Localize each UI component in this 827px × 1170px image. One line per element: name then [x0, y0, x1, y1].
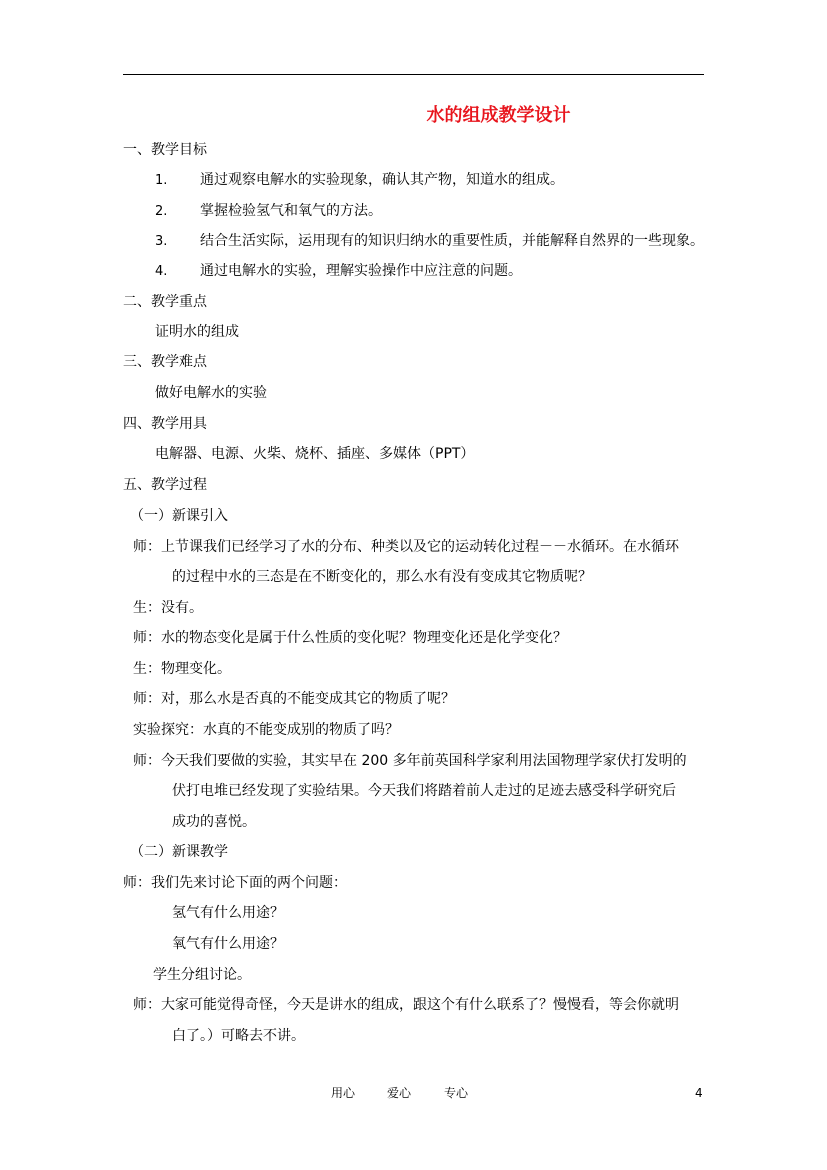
section-heading-key-points: 二、教学重点 [123, 294, 207, 310]
footer-motto: 专心 [444, 1086, 469, 1100]
dialog-line: 师：上节课我们已经学习了水的分布、种类以及它的运动转化过程－－水循环。在水循环 [133, 539, 679, 555]
objective-text: 结合生活实际，运用现有的知识归纳水的重要性质，并能解释自然界的一些现象。 [200, 233, 704, 249]
question-line: 氧气有什么用途？ [172, 936, 284, 952]
key-points-text: 证明水的组成 [155, 324, 239, 340]
dialog-line: 师：我们先来讨论下面的两个问题： [123, 875, 347, 891]
subsection-heading-intro: （一）新课引入 [130, 508, 228, 524]
dialog-line: 成功的喜悦。 [172, 814, 256, 830]
dialog-line: 师：大家可能觉得奇怪，今天是讲水的组成，跟这个有什么联系了？慢慢看，等会你就明 [133, 997, 679, 1013]
footer-motto: 爱心 [387, 1086, 412, 1100]
section-heading-tools: 四、教学用具 [123, 416, 207, 432]
objective-number: 1. [155, 173, 168, 188]
dialog-line: 白了。）可略去不讲。 [172, 1028, 305, 1044]
page-number: 4 [695, 1086, 703, 1100]
discussion-line: 学生分组讨论。 [153, 967, 251, 983]
question-line: 氢气有什么用途？ [172, 905, 284, 921]
dialog-line: 师：对，那么水是否真的不能变成其它的物质了呢？ [133, 691, 455, 707]
dialog-line: 实验探究：水真的不能变成别的物质了吗？ [133, 722, 399, 738]
dialog-line: 伏打电堆已经发现了实验结果。今天我们将踏着前人走过的足迹去感受科学研究后 [172, 783, 676, 799]
page-title: 水的组成教学设计 [426, 105, 571, 126]
difficulties-text: 做好电解水的实验 [155, 385, 267, 401]
dialog-line: 的过程中水的三态是在不断变化的，那么水有没有变成其它物质呢？ [172, 569, 592, 585]
objective-text: 掌握检验氢气和氧气的方法。 [200, 203, 382, 219]
objective-number: 2. [155, 204, 168, 219]
section-heading-process: 五、教学过程 [123, 477, 207, 493]
objective-text: 通过观察电解水的实验现象，确认其产物，知道水的组成。 [200, 172, 564, 188]
dialog-line: 生：物理变化。 [133, 661, 231, 677]
footer-motto: 用心 [331, 1086, 356, 1100]
tools-text: 电解器、电源、火柴、烧杯、插座、多媒体（PPT） [155, 446, 475, 462]
objective-number: 4. [155, 264, 168, 279]
section-heading-objectives: 一、教学目标 [123, 142, 207, 158]
objective-text: 通过电解水的实验，理解实验操作中应注意的问题。 [200, 263, 522, 279]
subsection-heading-new-lesson: （二）新课教学 [130, 844, 228, 860]
section-heading-difficulties: 三、教学难点 [123, 354, 207, 370]
dialog-line: 生：没有。 [133, 600, 203, 616]
dialog-line: 师：水的物态变化是属于什么性质的变化呢？物理变化还是化学变化？ [133, 630, 567, 646]
objective-number: 3. [155, 234, 168, 249]
header-rule [123, 74, 704, 75]
dialog-line: 师：今天我们要做的实验，其实早在 200 多年前英国科学家利用法国物理学家伏打发明的 [133, 753, 687, 769]
